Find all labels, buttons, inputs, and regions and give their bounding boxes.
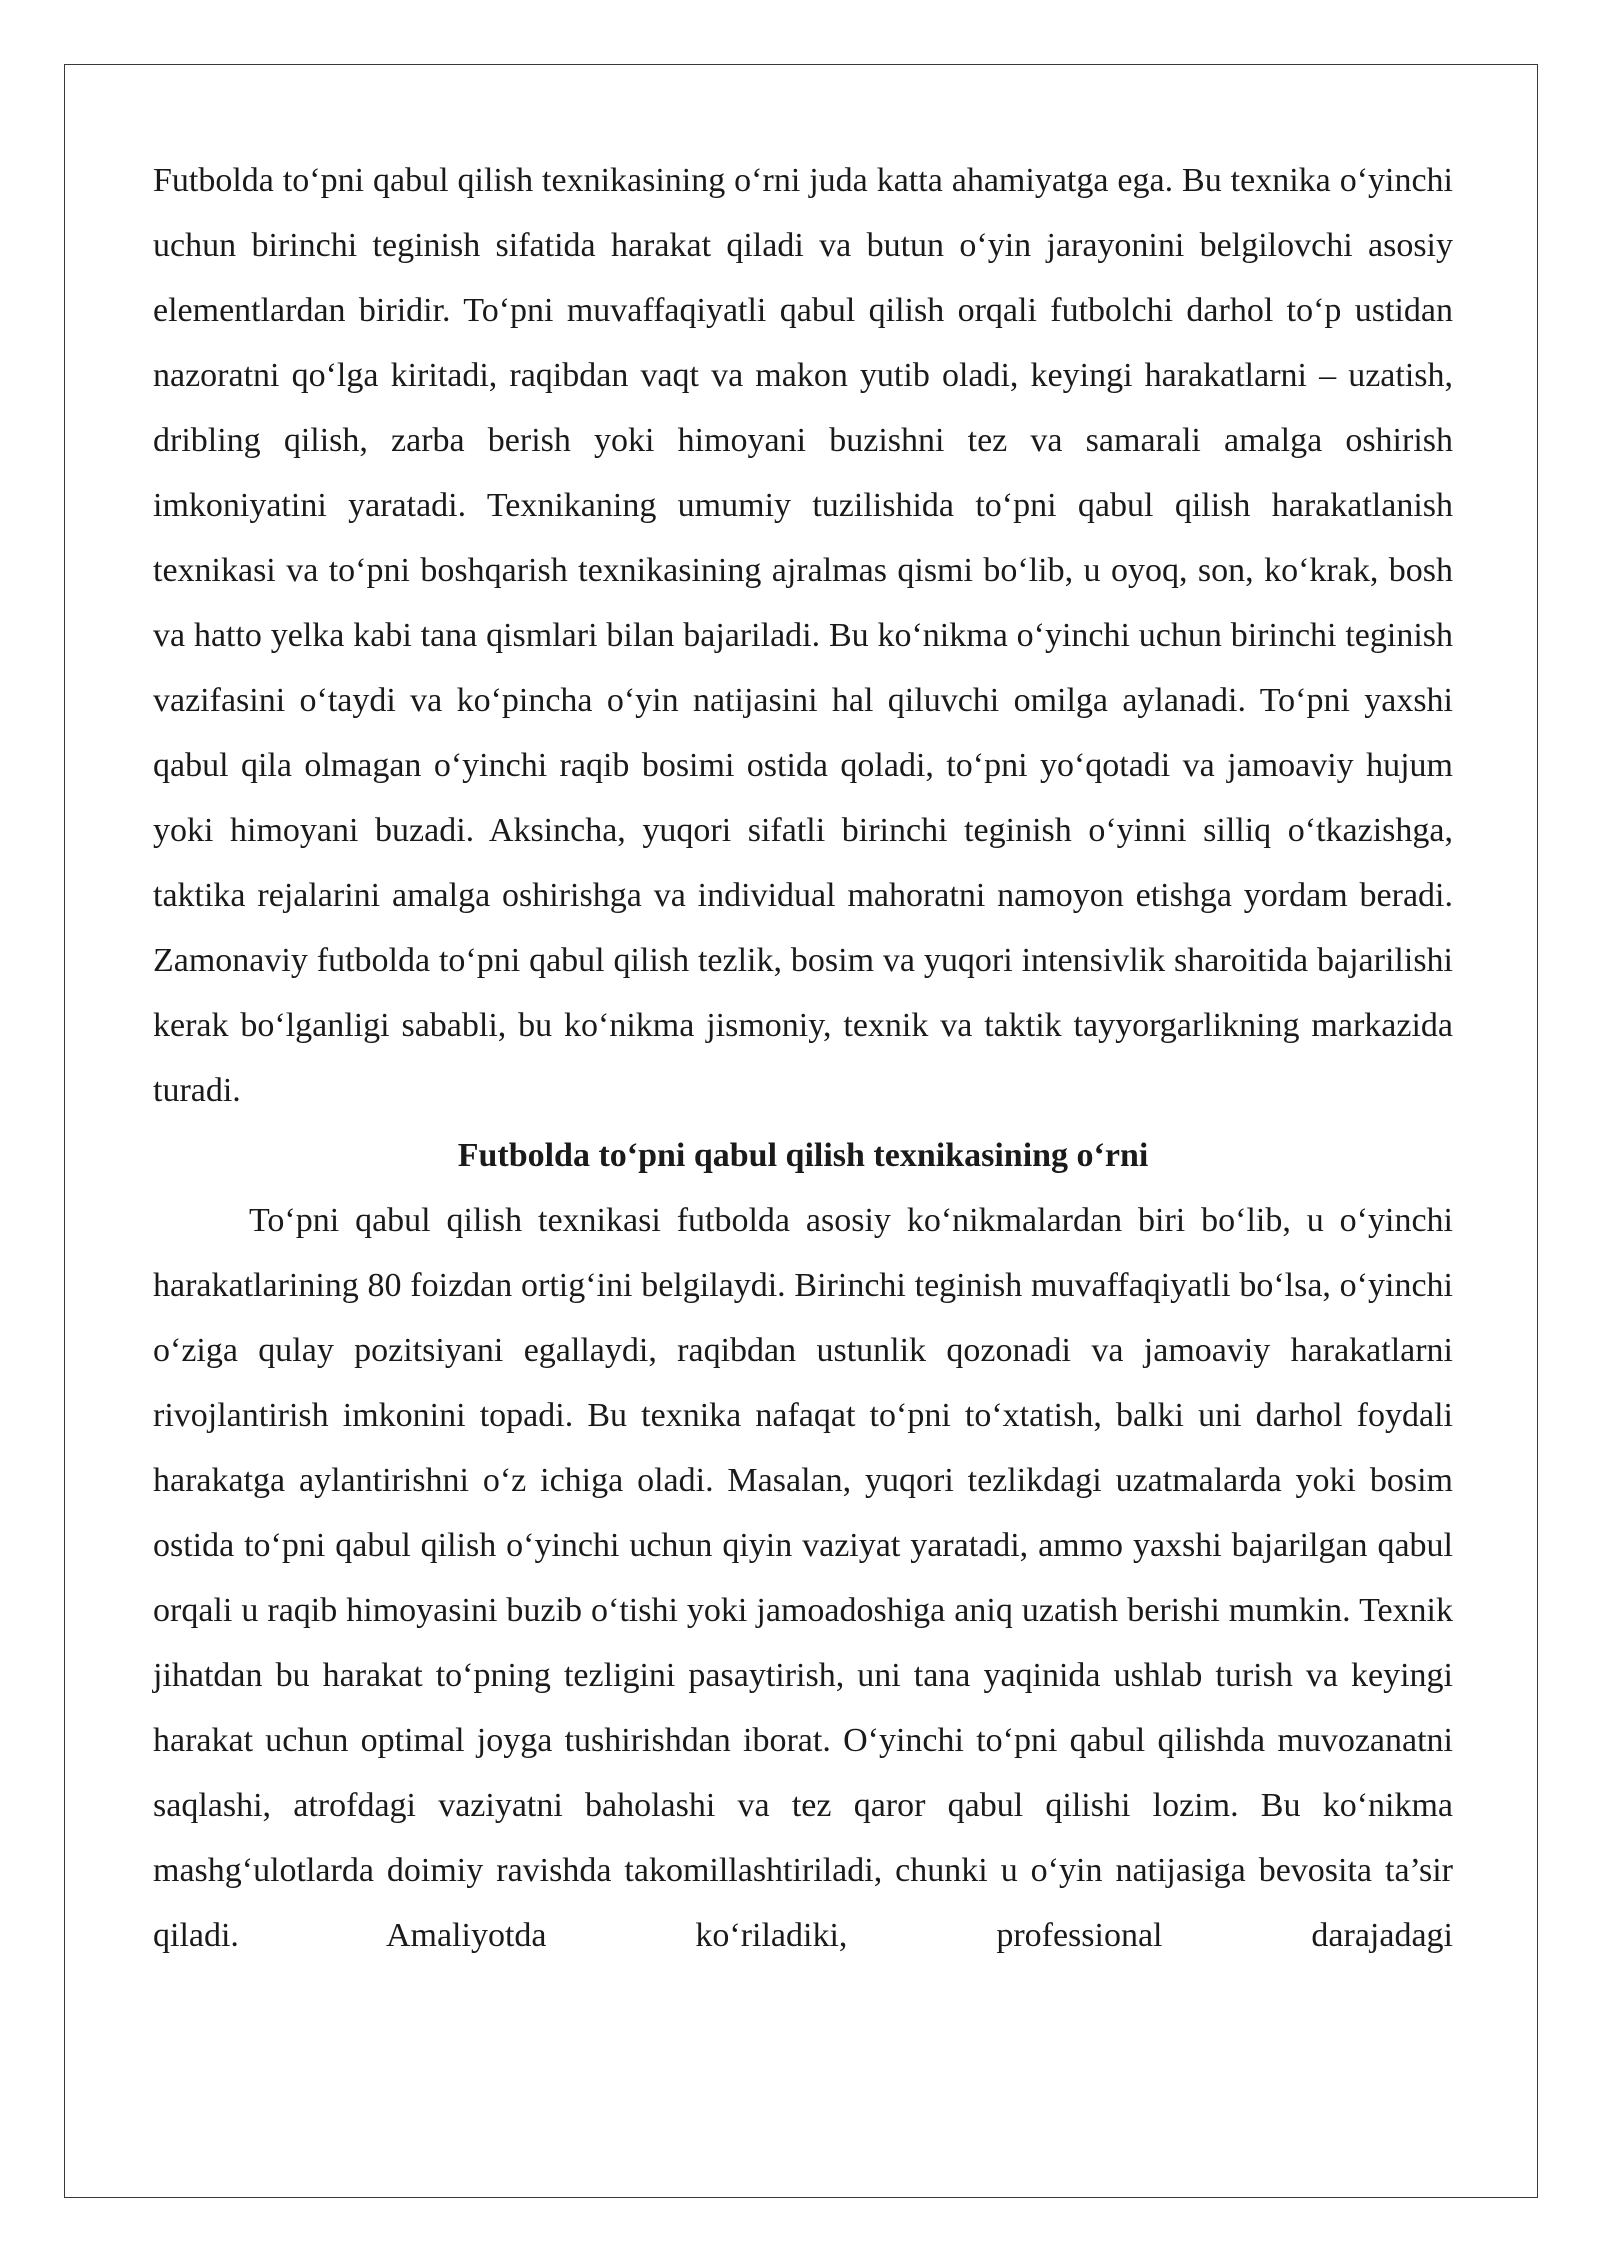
body-paragraph: To‘pni qabul qilish texnikasi futbolda asosiy ko‘nikmalardan biri bo‘lib, u o‘yinchi harakatlarining 80 foizdan ortig‘ini belgilaydi. Birinchi teginish muvaffaqiyatli bo‘lsa, o‘yinchi o‘ziga qulay pozitsiyani egallaydi, raqibdan ustunlik qozonadi va jamoaviy harakatlarni rivojlantirish imkonini topadi. Bu texnika nafaqat to‘pni to‘xtatish, balki uni darhol foydali harakatga aylantirishni o‘z ichiga oladi. Masalan, yuqori tezlikdagi uzatmalarda yoki bosim ostida to‘pni qabul qilish o‘yinchi uchun qiyin vaziyat yaratadi, ammo yaxshi bajarilgan qabul orqali u raqib himoyasini buzib o‘tishi yoki jamoadoshiga aniq uzatish berishi mumkin. Texnik jihatdan bu harakat to‘pning tezligini pasaytirish, uni tana yaqinida ushlab turish va keyingi harakat uchun optimal joyga tushirishdan iborat. O‘yinchi to‘pni qabul qilishda muvozanatni saqlashi, atrofdagi vaziyatni baholashi va tez qaror qabul qilishi lozim. Bu ko‘nikma mashg‘ulotlarda doimiy ravishda takomillashtiriladi, chunki u o‘yin natijasiga bevosita ta’sir qiladi. Amaliyotda ko‘riladiki, professional darajadagi: [153, 1202, 1453, 1954]
document-body: [153, 148, 1453, 1968]
section-heading: Futbolda to‘pni qabul qilish texnikasining o‘rni: [457, 1137, 1149, 1174]
intro-paragraph: Futbolda to‘pni qabul qilish texnikasining o‘rni juda katta ahamiyatga ega. Bu texnika o‘yinchi uchun birinchi teginish sifatida harakat qiladi va butun o‘yin jarayonini belgilovchi asosiy elementlardan biridir. To‘pni muvaffaqiyatli qabul qilish orqali futbolchi darhol to‘p ustidan nazoratni qo‘lga kiritadi, raqibdan vaqt va makon yutib oladi, keyingi harakatlarni – uzatish, dribling qilish, zarba berish yoki himoyani buzishni tez va samarali amalga oshirish imkoniyatini yaratadi. Texnikaning umumiy tuzilishida to‘pni qabul qilish harakatlanish texnikasi va to‘pni boshqarish texnikasining ajralmas qismi bo‘lib, u oyoq, son, ko‘krak, bosh va hatto yelka kabi tana qismlari bilan bajariladi. Bu ko‘nikma o‘yinchi uchun birinchi teginish vazifasini o‘taydi va ko‘pincha o‘yin natijasini hal qiluvchi omilga aylanadi. To‘pni yaxshi qabul qila olmagan o‘yinchi raqib bosimi ostida qoladi, to‘pni yo‘qotadi va jamoaviy hujum yoki himoyani buzadi. Aksincha, yuqori sifatli birinchi teginish o‘yinni silliq o‘tkazishga, taktika rejalarini amalga oshirishga va individual mahoratni namoyon etishga yordam beradi. Zamonaviy futbolda to‘pni qabul qilish tezlik, bosim va yuqori intensivlik sharoitida bajarilishi kerak bo‘lganligi sababli, bu ko‘nikma jismoniy, texnik va taktik tayyorgarlikning markazida turadi.: [153, 162, 1453, 1109]
